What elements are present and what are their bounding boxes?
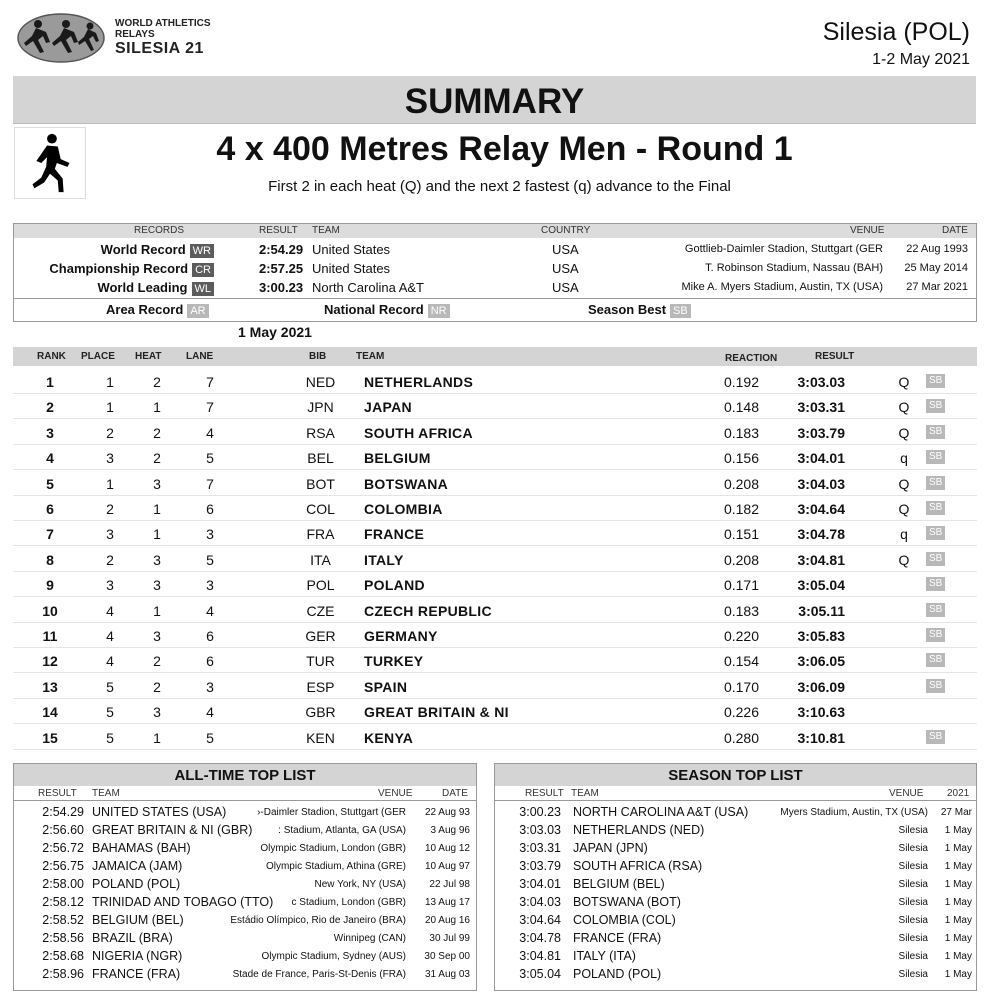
reaction-cell: 0.220 (723, 628, 759, 644)
rank-cell: 15 (42, 729, 58, 746)
record-row: Championship Record CR 2:57.25 United States USA T. Robinson Stadium, Nassau (BAH) 25 May 2014 (49, 261, 968, 276)
heat-cell: 3 (153, 628, 161, 644)
event-name: WORLD ATHLETICS RELAYS SILESIA 21 (115, 18, 211, 57)
all-time-row (14, 966, 476, 984)
result-row (13, 547, 977, 572)
doc-type-title: SUMMARY (13, 76, 976, 124)
reaction-cell: 0.208 (723, 551, 759, 568)
season-best-badge: SB (926, 526, 945, 540)
bib-cell: KEN (306, 729, 335, 746)
venue-cell: Stade de France, Paris-St-Denis (FRA) (232, 969, 406, 980)
reaction-cell: 0.280 (723, 729, 759, 746)
rank-cell: 4 (46, 450, 54, 467)
rank-cell: 6 (46, 501, 54, 517)
all-time-row (14, 912, 476, 930)
venue-cell: Silesia (898, 825, 928, 836)
season-row (495, 894, 976, 912)
lane-cell: 6 (206, 501, 214, 517)
heat-cell: 1 (153, 729, 161, 746)
venue-cell: Silesia (898, 969, 928, 980)
rank-cell: 11 (42, 628, 58, 644)
reaction-cell: 0.183 (723, 424, 759, 441)
team-cell: CZECH REPUBLIC (364, 602, 492, 619)
team-cell: GREAT BRITAIN & NI (364, 704, 509, 721)
team-cell: UNITED STATES (USA) (92, 805, 227, 819)
result-cell: 3:04.81 (797, 551, 845, 568)
team-cell: BAHAMAS (BAH) (92, 841, 191, 855)
season-row (495, 858, 976, 876)
all-time-header: RESULT TEAM VENUE DATE (14, 786, 476, 801)
date-cell: 10 Aug 12 (424, 843, 470, 854)
heat-cell: 2 (153, 653, 161, 670)
team-cell: JAMAICA (JAM) (92, 859, 183, 873)
result-cell: 2:58.68 (42, 949, 84, 963)
result-cell: 3:03.31 (797, 399, 845, 416)
heat-cell: 2 (153, 678, 161, 695)
rank-cell: 1 (46, 374, 54, 390)
date-cell: 1 May (944, 933, 972, 944)
team-cell: NETHERLANDS (NED) (573, 823, 705, 837)
place-cell: 3 (106, 450, 114, 467)
heat-cell: 3 (153, 475, 161, 492)
bib-cell: ESP (306, 678, 335, 695)
result-row (13, 572, 977, 597)
team-cell: GREAT BRITAIN & NI (GBR) (92, 823, 253, 837)
bib-cell: TUR (306, 653, 335, 670)
result-cell: 3:05.83 (797, 628, 845, 644)
result-row (13, 420, 977, 445)
result-row (13, 394, 977, 419)
result-cell: 3:06.05 (797, 653, 845, 670)
team-cell: BOTSWANA (364, 475, 449, 492)
place-cell: 2 (106, 551, 114, 568)
heat-cell: 1 (153, 526, 161, 543)
result-cell: 3:10.63 (797, 704, 845, 721)
season-header: RESULT TEAM VENUE 2021 (495, 786, 976, 801)
lane-cell: 3 (206, 526, 214, 543)
venue-cell: New York, NY (USA) (314, 879, 406, 890)
venue-cell: Olympic Stadium, London (GBR) (260, 843, 406, 854)
result-row (13, 674, 977, 699)
all-time-top-list (13, 763, 477, 991)
season-best-badge: SB (926, 577, 945, 591)
reaction-cell: 0.171 (723, 577, 759, 594)
place-cell: 5 (106, 704, 114, 721)
lane-cell: 4 (206, 424, 214, 441)
result-row (13, 598, 977, 623)
heat-cell: 3 (153, 704, 161, 721)
heat-cell: 1 (153, 602, 161, 619)
team-cell: ITALY (ITA) (573, 949, 636, 963)
lane-cell: 5 (206, 551, 214, 568)
season-best-badge: SB (926, 603, 945, 617)
result-cell: 2:54.29 (42, 805, 84, 819)
result-cell: 2:56.60 (42, 823, 84, 837)
lane-cell: 4 (206, 704, 214, 721)
heat-cell: 3 (153, 577, 161, 594)
rank-cell: 3 (46, 424, 54, 441)
team-cell: COLOMBIA (COL) (573, 913, 676, 927)
date-cell: 22 Jul 98 (429, 879, 470, 890)
rank-cell: 8 (46, 551, 54, 568)
date-cell: 10 Aug 97 (424, 861, 470, 872)
place-cell: 2 (106, 501, 114, 517)
venue-cell: ›-Daimler Stadion, Stuttgart (GER (257, 807, 406, 818)
date-cell: 22 Aug 93 (424, 807, 470, 818)
team-cell: POLAND (364, 577, 425, 594)
qualification-mark: Q (898, 374, 910, 390)
result-cell: 3:04.78 (797, 526, 845, 543)
qualification-mark: Q (898, 424, 910, 441)
team-cell: FRANCE (FRA) (92, 967, 181, 981)
date-cell: 1 May (944, 897, 972, 908)
season-row (495, 948, 976, 966)
bib-cell: GBR (305, 704, 336, 721)
date-cell: 1 May (944, 825, 972, 836)
result-cell: 3:03.79 (797, 424, 845, 441)
place-cell: 5 (106, 678, 114, 695)
bib-cell: RSA (306, 424, 335, 441)
season-row (495, 822, 976, 840)
result-cell: 3:03.79 (519, 859, 561, 873)
reaction-cell: 0.151 (723, 526, 759, 543)
venue-cell: : Stadium, Atlanta, GA (USA) (278, 825, 406, 836)
date-cell: 1 May (944, 879, 972, 890)
lane-cell: 4 (206, 602, 214, 619)
season-best-badge: SB (926, 628, 945, 642)
result-cell: 2:58.12 (42, 895, 84, 909)
venue-cell: Silesia (898, 843, 928, 854)
all-time-row (14, 894, 476, 912)
bib-cell: FRA (306, 526, 335, 543)
season-row (495, 930, 976, 948)
date-cell: 20 Aug 16 (424, 915, 470, 926)
date-cell: 30 Jul 99 (429, 933, 470, 944)
date-cell: 1 May (944, 843, 972, 854)
results-header: RANK PLACE HEAT LANE BIB TEAM REACTION RESULT (13, 347, 977, 366)
rank-cell: 9 (46, 577, 54, 594)
team-cell: SOUTH AFRICA (RSA) (573, 859, 703, 873)
heat-cell: 2 (153, 424, 161, 441)
lane-cell: 6 (206, 653, 214, 670)
place-cell: 4 (106, 628, 114, 644)
team-cell: FRANCE (FRA) (573, 931, 662, 945)
all-time-rows (14, 801, 476, 984)
qualification-rule: First 2 in each heat (Q) and the next 2 fastest (q) advance to the Final (268, 178, 731, 195)
season-best-badge: SB (926, 399, 945, 413)
location: Silesia (POL) (822, 18, 970, 46)
qualification-mark: Q (898, 399, 910, 416)
result-cell: 3:05.04 (797, 577, 845, 594)
result-cell: 3:03.03 (519, 823, 561, 837)
place-cell: 1 (106, 399, 114, 416)
reaction-cell: 0.208 (723, 475, 759, 492)
team-cell: SPAIN (364, 678, 408, 695)
rank-cell: 7 (46, 526, 54, 543)
venue-cell: c Stadium, London (GBR) (291, 897, 406, 908)
season-top-list (494, 763, 977, 991)
all-time-row (14, 930, 476, 948)
result-cell: 3:05.11 (798, 602, 845, 619)
team-cell: BELGIUM (BEL) (92, 913, 184, 927)
bib-cell: CZE (306, 602, 335, 619)
lane-cell: 3 (206, 577, 214, 594)
result-row (13, 445, 977, 470)
all-time-title: ALL-TIME TOP LIST (14, 764, 476, 786)
reaction-cell: 0.183 (723, 602, 759, 619)
bib-cell: GER (305, 628, 336, 644)
season-row (495, 876, 976, 894)
date-cell: 31 Aug 03 (424, 969, 470, 980)
result-cell: 3:04.64 (519, 913, 561, 927)
result-cell: 3:06.09 (797, 678, 845, 695)
team-cell: TURKEY (364, 653, 424, 670)
result-row (13, 699, 977, 724)
record-row: World Leading WL 3:00.23 North Carolina A&T USA Mike A. Myers Stadium, Austin, TX (USA) 27 Mar 2021 (97, 280, 968, 295)
heat-cell: 1 (153, 501, 161, 517)
place-cell: 5 (106, 729, 114, 746)
reaction-cell: 0.170 (723, 678, 759, 695)
team-cell: SOUTH AFRICA (364, 424, 473, 441)
team-cell: JAPAN (JPN) (573, 841, 648, 855)
records-header: RECORDS RESULT TEAM COUNTRY VENUE DATE (14, 224, 976, 238)
team-cell: COLOMBIA (364, 501, 443, 517)
records-table (13, 223, 977, 322)
bib-cell: COL (306, 501, 335, 517)
lane-cell: 5 (206, 729, 214, 746)
season-best-badge: SB (926, 476, 945, 490)
result-row (13, 521, 977, 546)
bib-cell: JPN (307, 399, 334, 416)
result-cell: 2:56.72 (42, 841, 84, 855)
rank-cell: 5 (46, 475, 54, 492)
venue-cell: Olympic Stadium, Sydney (AUS) (261, 951, 406, 962)
place-cell: 4 (106, 602, 114, 619)
lane-cell: 3 (206, 678, 214, 695)
result-cell: 3:03.03 (797, 374, 845, 390)
event-title: 4 x 400 Metres Relay Men - Round 1 (216, 130, 793, 168)
team-cell: ITALY (364, 551, 404, 568)
reaction-cell: 0.226 (723, 704, 759, 721)
season-row (495, 804, 976, 822)
bib-cell: POL (306, 577, 335, 594)
result-cell: 3:04.03 (797, 475, 845, 492)
rank-cell: 13 (42, 678, 58, 695)
all-time-row (14, 948, 476, 966)
lane-cell: 7 (206, 374, 214, 390)
result-cell: 2:58.00 (42, 877, 84, 891)
team-cell: BOTSWANA (BOT) (573, 895, 681, 909)
season-row (495, 840, 976, 858)
venue-cell: Estádio Olímpico, Rio de Janeiro (BRA) (230, 915, 406, 926)
venue-cell: Silesia (898, 933, 928, 944)
season-row (495, 966, 976, 984)
season-best-badge: SB (926, 501, 945, 515)
heat-cell: 2 (153, 450, 161, 467)
rank-cell: 14 (42, 704, 58, 721)
date-cell: 1 May (944, 861, 972, 872)
result-cell: 3:04.01 (797, 450, 845, 467)
place-cell: 1 (106, 374, 114, 390)
bib-cell: NED (305, 374, 336, 390)
team-cell: NETHERLANDS (364, 374, 474, 390)
result-row (13, 623, 977, 648)
lane-cell: 5 (206, 450, 214, 467)
event-logo (16, 10, 106, 66)
qualification-mark: Q (898, 501, 910, 517)
records-legend: Area Record AR National Record NR Season Best SB (14, 298, 976, 319)
result-cell: 3:00.23 (519, 805, 561, 819)
team-cell: FRANCE (364, 526, 425, 543)
heat-cell: 2 (153, 374, 161, 390)
bib-cell: ITA (310, 551, 331, 568)
reaction-cell: 0.154 (723, 653, 759, 670)
qualification-mark: Q (898, 551, 910, 568)
result-cell: 3:04.81 (519, 949, 561, 963)
record-row: World Record WR 2:54.29 United States USA Gottlieb-Daimler Stadion, Stuttgart (GER 22 Aug 1993 (100, 242, 968, 257)
all-time-row (14, 876, 476, 894)
season-best-badge: SB (926, 374, 945, 388)
team-cell: NIGERIA (NGR) (92, 949, 183, 963)
reaction-cell: 0.192 (723, 374, 759, 390)
place-cell: 3 (106, 577, 114, 594)
venue-cell: Silesia (898, 897, 928, 908)
place-cell: 2 (106, 424, 114, 441)
lane-cell: 7 (206, 399, 214, 416)
all-time-row (14, 840, 476, 858)
date-cell: 1 May (944, 915, 972, 926)
result-row (13, 725, 977, 750)
season-best-badge: SB (926, 730, 945, 744)
heat-cell: 1 (153, 399, 161, 416)
result-cell: 3:04.03 (519, 895, 561, 909)
result-row (13, 496, 977, 521)
result-row (13, 648, 977, 673)
team-cell: KENYA (364, 729, 414, 746)
event-dates: 1-2 May 2021 (872, 51, 970, 68)
rank-cell: 2 (46, 399, 54, 416)
all-time-row (14, 822, 476, 840)
result-cell: 3:10.81 (797, 729, 845, 746)
team-cell: BELGIUM (BEL) (573, 877, 665, 891)
venue-cell: Silesia (898, 915, 928, 926)
season-best-badge: SB (926, 679, 945, 693)
qualification-mark: q (900, 526, 908, 543)
season-title: SEASON TOP LIST (495, 764, 976, 786)
bib-cell: BOT (306, 475, 335, 492)
season-best-badge: SB (926, 425, 945, 439)
all-time-row (14, 858, 476, 876)
venue-cell: Silesia (898, 879, 928, 890)
rank-cell: 12 (42, 653, 58, 670)
place-cell: 4 (106, 653, 114, 670)
result-cell: 2:58.96 (42, 967, 84, 981)
date-cell: 27 Mar (940, 807, 972, 818)
reaction-cell: 0.156 (723, 450, 759, 467)
place-cell: 3 (106, 526, 114, 543)
result-cell: 3:05.04 (519, 967, 561, 981)
all-time-row (14, 804, 476, 822)
heat-cell: 3 (153, 551, 161, 568)
date-cell: 30 Sep 00 (424, 951, 470, 962)
team-cell: POLAND (POL) (92, 877, 181, 891)
season-best-badge: SB (926, 653, 945, 667)
result-row (13, 471, 977, 496)
result-cell: 2:58.56 (42, 931, 84, 945)
team-cell: GERMANY (364, 628, 438, 644)
date-cell: 3 Aug 96 (430, 825, 470, 836)
venue-cell: Silesia (898, 951, 928, 962)
team-cell: POLAND (POL) (573, 967, 662, 981)
qualification-mark: Q (898, 475, 910, 492)
date-cell: 1 May (944, 951, 972, 962)
season-rows (495, 801, 976, 984)
venue-cell: Myers Stadium, Austin, TX (USA) (780, 807, 928, 818)
team-cell: NORTH CAROLINA A&T (USA) (573, 805, 749, 819)
season-row (495, 912, 976, 930)
season-best-badge: SB (926, 450, 945, 464)
lane-cell: 7 (206, 475, 214, 492)
bib-cell: BEL (307, 450, 334, 467)
reaction-cell: 0.182 (723, 501, 759, 517)
date-cell: 13 Aug 17 (424, 897, 470, 908)
qualification-mark: q (900, 450, 908, 467)
team-cell: BELGIUM (364, 450, 431, 467)
competition-date: 1 May 2021 (238, 324, 312, 340)
place-cell: 1 (106, 475, 114, 492)
result-cell: 3:04.01 (519, 877, 561, 891)
season-best-badge: SB (926, 552, 945, 566)
team-cell: TRINIDAD AND TOBAGO (TTO) (92, 895, 274, 909)
result-cell: 3:04.64 (797, 501, 845, 517)
result-cell: 2:56.75 (42, 859, 84, 873)
result-cell: 3:03.31 (519, 841, 561, 855)
rank-cell: 10 (42, 602, 58, 619)
date-cell: 1 May (944, 969, 972, 980)
team-cell: BRAZIL (BRA) (92, 931, 173, 945)
result-cell: 2:58.52 (42, 913, 84, 927)
venue-cell: Silesia (898, 861, 928, 872)
result-cell: 3:04.78 (519, 931, 561, 945)
team-cell: JAPAN (364, 399, 412, 416)
venue-cell: Olympic Stadium, Athina (GRE) (265, 861, 406, 872)
result-row (13, 369, 977, 394)
lane-cell: 6 (206, 628, 214, 644)
venue-cell: Winnipeg (CAN) (333, 933, 406, 944)
reaction-cell: 0.148 (723, 399, 759, 416)
